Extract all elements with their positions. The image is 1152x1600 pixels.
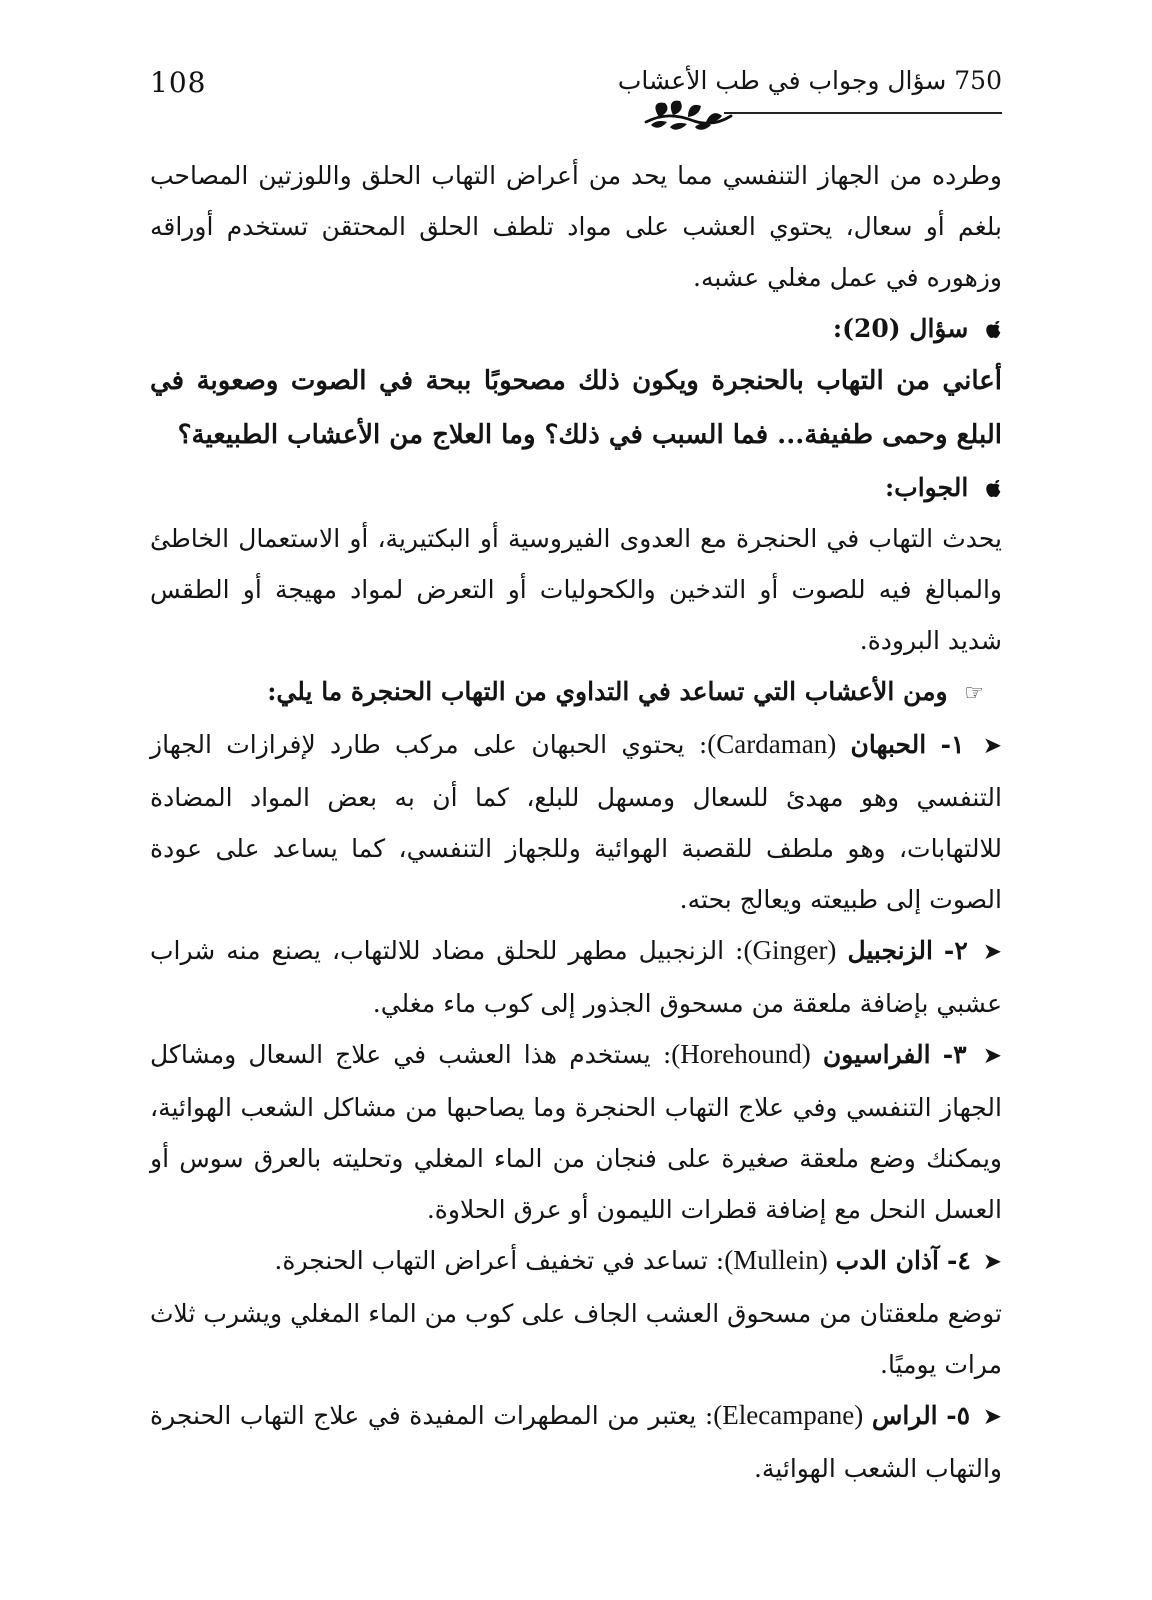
herb-description: : يعتبر من المطهرات المفيدة في علاج التهاب الحنجرة والتهاب الشعب الهوائية. [150, 1401, 1002, 1483]
left-pointing-bullet-icon: ➤ [982, 1043, 1003, 1069]
left-pointing-bullet-icon: ➤ [982, 939, 1003, 965]
mullein-usage-text: توضع ملعقتان من مسحوق العشب الجاف على كوب من الماء المغلي ويشرب ثلاث مرات يوميًا. [150, 1299, 1002, 1379]
running-title: 750 سؤال وجواب في طب الأعشاب [617, 66, 1002, 95]
herb-description: : تساعد في تخفيف أعراض التهاب الحنجرة. [274, 1246, 725, 1275]
herbs-intro-text: ومن الأعشاب التي تساعد في التداوي من التهاب الحنجرة ما يلي: [267, 677, 948, 706]
document-body [150, 150, 1002, 1494]
herb-marker: ٤- [946, 1246, 971, 1275]
herb-item-mullein [150, 1235, 1002, 1288]
herb-item-elecampane [150, 1390, 1002, 1494]
herb-latin-name: (Mullein) [724, 1245, 828, 1275]
herb-latin-name: (Cardaman) [707, 729, 837, 759]
leaf-ornament-icon [642, 94, 734, 134]
herb-name: الراس [871, 1401, 938, 1430]
herb-marker: ٥- [946, 1401, 971, 1430]
herb-item-horehound [150, 1029, 1002, 1235]
herb-item-cardamom [150, 719, 1002, 925]
header-divider [724, 112, 1002, 114]
question-heading [150, 303, 1002, 354]
herb-description: : الزنجبيل مطهر للحلق مضاد للالتهاب، يصنع منه شراب عشبي بإضافة ملعقة من مسحوق الجذور إلى كوب ماء مغلي. [150, 936, 1002, 1018]
answer-label: الجواب: [884, 473, 969, 502]
left-pointing-bullet-icon: ➤ [982, 733, 1002, 759]
page-header [150, 66, 1002, 136]
answer-text: يحدث التهاب في الحنجرة مع العدوى الفيروسية أو البكتيرية، أو الاستعمال الخاطئ والمبالغ فيه للصوت أو التدخين والكحوليات أو التعرض لمواد مهيجة أو الطقس شديد البرودة. [150, 524, 1002, 655]
herb-latin-name: (Horehound) [671, 1039, 811, 1069]
left-pointing-bullet-icon: ➤ [982, 1249, 1002, 1275]
herb-latin-name: (Ginger) [743, 935, 837, 965]
hand-pointer-icon: ☞ [964, 681, 984, 706]
answer-heading [150, 462, 1002, 513]
apple-icon [985, 320, 1002, 339]
herb-marker: ٣- [942, 1040, 967, 1069]
herb-name: الزنجبيل [847, 936, 933, 965]
herb-marker: ١- [940, 730, 965, 759]
herb-description: : يحتوي الحبهان على مركب طارد لإفرازات الجهاز التنفسي وهو مهدئ للسعال ومسهل للبلع، كما أن به بعض المواد المضادة للالتهابات، وهو ملطف للقصبة الهوائية وللجهاز التنفسي، كما يساعد على عودة الصوت إلى طبيعته ويعالج بحته. [150, 730, 1002, 914]
question-label: سؤال (20): [832, 314, 969, 343]
apple-icon [985, 479, 1002, 498]
intro-paragraph: وطرده من الجهاز التنفسي مما يحد من أعراض التهاب الحلق واللوزتين المصاحب بلغم أو سعال، يحتوي العشب على مواد تلطف الحلق المحتقن تستخدم أوراقه وزهوره في عمل مغلي عشبه. [150, 161, 1003, 292]
herb-name: الفراسيون [822, 1040, 931, 1069]
left-pointing-bullet-icon: ➤ [982, 1404, 1002, 1430]
herbs-intro [150, 666, 1002, 719]
herb-name: الحبهان [850, 730, 927, 759]
herb-item-ginger [150, 925, 1002, 1029]
herb-latin-name: (Elecampane) [713, 1400, 864, 1430]
question-text: أعاني من التهاب بالحنجرة ويكون ذلك مصحوبًا ببحة في الصوت وصعوبة في البلع وحمى طفيفة... فما السبب في ذلك؟ وما العلاج من الأعشاب الطبيعية؟ [150, 366, 1002, 450]
page-number: 108 [150, 66, 207, 99]
herb-name: آذان الدب [835, 1246, 939, 1275]
herb-description: : يستخدم هذا العشب في علاج السعال ومشاكل الجهاز التنفسي وفي علاج التهاب الحنجرة وما يصاحبها من مشاكل الشعب الهوائية، ويمكنك وضع ملعقة صغيرة على فنجان من الماء المغلي وتحليته بالعرق سوس أو العسل النحل مع إضافة قطرات الليمون أو عرق الحلاوة. [150, 1040, 1002, 1224]
herb-marker: ٢- [943, 936, 968, 965]
